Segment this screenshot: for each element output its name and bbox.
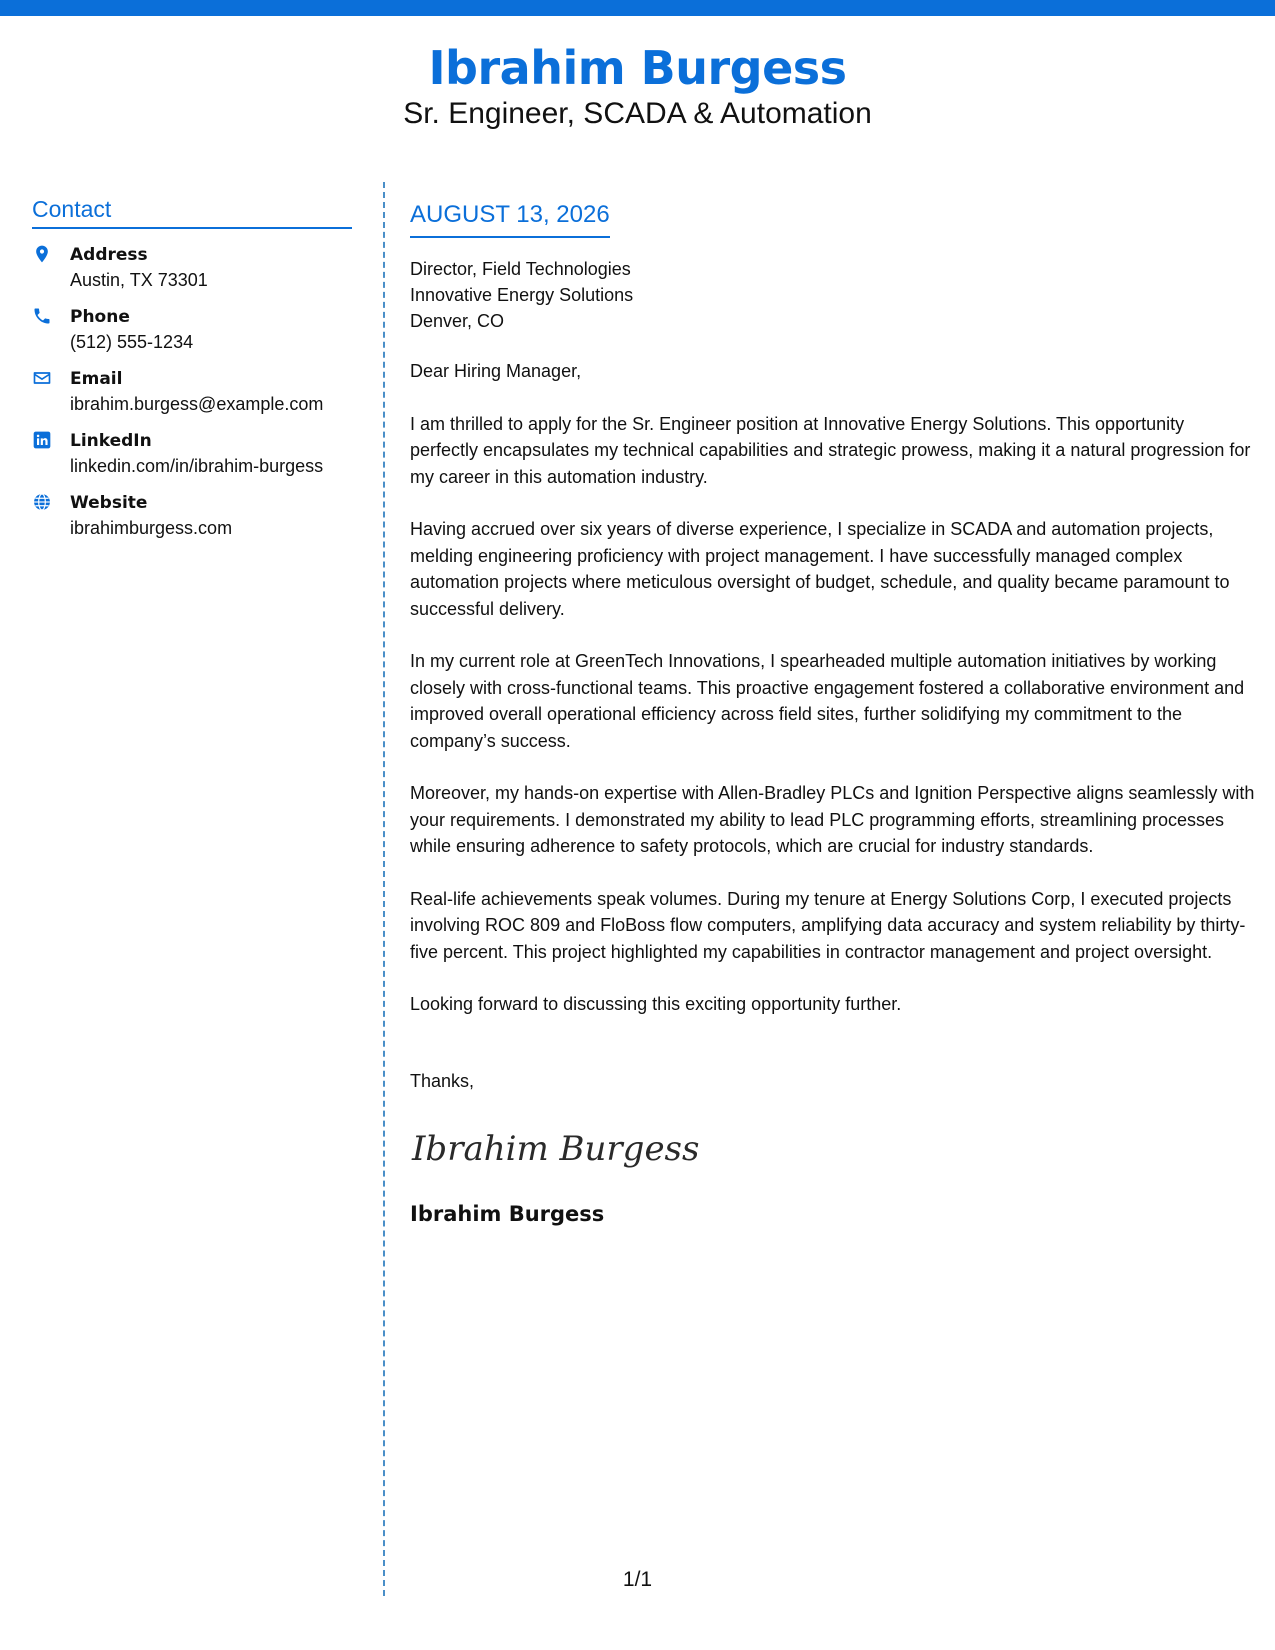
- letter-header: [0, 40, 1275, 132]
- applicant-title: Sr. Engineer, SCADA & Automation: [403, 97, 872, 130]
- contact-heading: Contact: [32, 195, 352, 229]
- body-paragraph: Looking forward to discussing this exciting opportunity further.: [410, 994, 902, 1014]
- address-value: Austin, TX 73301: [70, 270, 208, 290]
- contact-list: [32, 243, 352, 541]
- handwritten-signature: [410, 1120, 1255, 1180]
- linkedin-icon: [32, 430, 52, 450]
- recipient-line: Denver, CO: [410, 311, 505, 331]
- salutation: Dear Hiring Manager,: [410, 361, 582, 381]
- signer-name: Ibrahim Burgess: [410, 1201, 605, 1226]
- body-paragraph: In my current role at GreenTech Innovations, I spearheaded multiple automation initiatives by working closely with cross-functional teams. This proactive engagement fostered a collaborative environment and improved overall operational efficiency across field sites, further solidifying my commitment to the company’s success.: [410, 651, 1245, 751]
- contact-label: Address: [70, 245, 148, 265]
- email-value[interactable]: ibrahim.burgess@example.com: [70, 394, 324, 414]
- recipient-line: Director, Field Technologies: [410, 259, 631, 279]
- body-paragraph: Moreover, my hands-on expertise with Allen-Bradley PLCs and Ignition Perspective aligns seamlessly with your requirements. I demonstrated my ability to lead PLC programming efforts, streamlining processes while ensuring adherence to safety protocols, which are crucial for industry standards.: [410, 783, 1255, 856]
- body-paragraph: Real-life achievements speak volumes. During my tenure at Energy Solutions Corp, I executed projects involving ROC 809 and FloBoss flow computers, amplifying data accuracy and system reliability by thirty-five percent. This project highlighted my capabilities in contractor management and project oversight.: [410, 888, 1246, 962]
- recipient-block: [410, 256, 1255, 334]
- letter-body: [410, 198, 1255, 1228]
- page-number: 1/1: [622, 1568, 653, 1591]
- phone-value: (512) 555-1234: [70, 332, 194, 352]
- contact-item-address: [32, 243, 352, 293]
- contact-item-linkedin: [32, 429, 352, 479]
- map-pin-icon: [32, 244, 52, 264]
- contact-label: LinkedIn: [70, 431, 152, 451]
- letter-date: AUGUST 13, 2026: [410, 198, 610, 238]
- body-paragraph: Having accrued over six years of diverse experience, I specialize in SCADA and automation projects, melding engineering proficiency with project management. I have successfully managed complex automation projects where meticulous oversight of budget, schedule, and quality became paramount to successful delivery.: [410, 519, 1230, 619]
- contact-label: Email: [70, 369, 123, 389]
- signature-text: Ibrahim Burgess: [412, 1128, 700, 1169]
- recipient-line: Innovative Energy Solutions: [410, 285, 634, 305]
- website-value[interactable]: ibrahimburgess.com: [70, 518, 233, 538]
- contact-item-website: [32, 491, 352, 541]
- applicant-name: Ibrahim Burgess: [428, 41, 847, 95]
- contact-item-email: [32, 367, 352, 417]
- top-accent-bar: [0, 0, 1275, 16]
- contact-label: Phone: [70, 307, 130, 327]
- body-paragraph: I am thrilled to apply for the Sr. Engineer position at Innovative Energy Solutions. This opportunity perfectly encapsulates my technical capabilities and strategic prowess, making it a natural progression for my career in this automation industry.: [410, 413, 1251, 487]
- contact-item-phone: [32, 305, 352, 355]
- column-divider: [383, 182, 385, 1596]
- closing: Thanks,: [410, 1070, 475, 1091]
- phone-icon: [32, 306, 52, 326]
- envelope-icon: [32, 368, 52, 388]
- contact-label: Website: [70, 493, 148, 513]
- linkedin-value[interactable]: linkedin.com/in/ibrahim-burgess: [70, 456, 324, 476]
- globe-icon: [32, 492, 52, 512]
- contact-sidebar: [32, 195, 352, 553]
